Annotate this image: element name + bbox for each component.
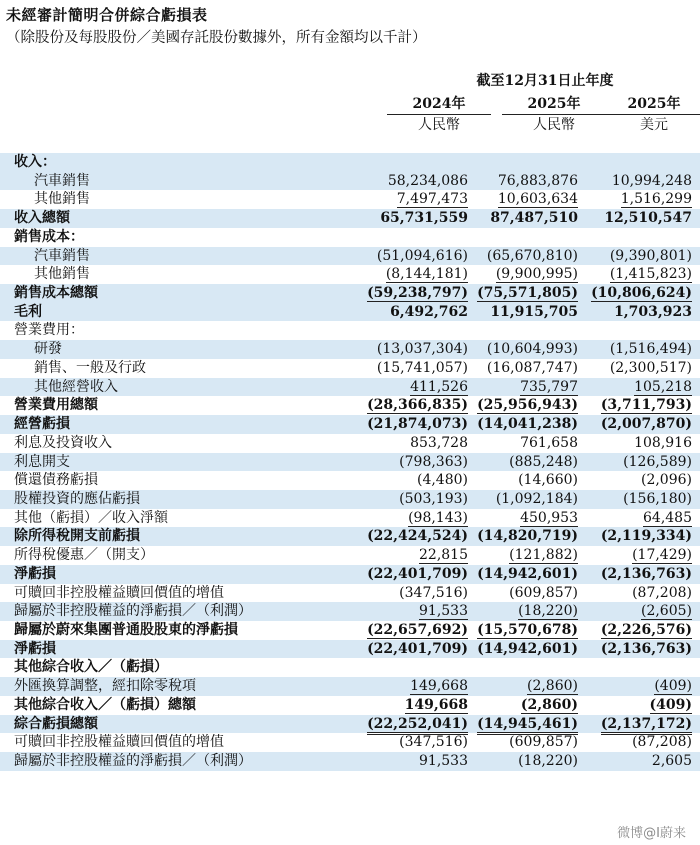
row-value-2025-rmb: 76,883,876 [497,172,578,189]
row-value-2025-rmb: 11,915,705 [490,303,578,320]
row-value-2024-rmb: (798,363) [399,453,468,470]
row-value-2025-rmb: (18,220) [518,753,578,769]
row-value-2024-rmb: (22,401,709) [367,565,468,582]
row-value-2024-rmb: 58,234,086 [387,172,468,189]
row-value-2025-rmb: (75,571,805) [477,285,578,302]
row-label: 其他經營收入 [34,378,118,395]
row-value-2024-rmb: (503,193) [399,490,468,507]
row-value-2025-rmb: (16,087,747) [486,359,578,376]
row-value-2025-rmb: 450,953 [520,509,578,526]
row-value-2025-usd: (2,007,870) [600,416,692,433]
row-label: 可贖回非控股權益贖回價值的增值 [14,584,224,601]
column-year: 2024年 [387,94,491,115]
row-value-2025-rmb: (14,945,461) [477,716,578,735]
table-row [0,602,700,621]
table-row [0,715,700,734]
table-row [0,509,700,528]
row-value-2025-usd: (126,589) [623,453,692,470]
row-value-2025-rmb: (1,092,184) [495,490,578,507]
row-value-2024-rmb: (15,741,057) [376,359,468,376]
row-value-2025-usd: 105,218 [634,378,692,395]
row-value-2025-usd: (87,208) [632,584,692,601]
table-row [0,696,700,715]
row-value-2025-usd: 108,916 [634,434,692,451]
row-value-2025-usd: (1,516,494) [609,341,692,358]
row-value-2025-rmb: 761,658 [520,434,578,451]
table-row [0,153,700,172]
table-row [0,209,700,228]
row-value-2024-rmb: 149,668 [410,678,468,695]
column-currency: 美元 [640,117,668,133]
table-row [0,190,700,209]
row-value-2024-rmb: 411,526 [410,378,468,395]
row-value-2024-rmb: 91,533 [419,753,468,769]
table-row [0,247,700,266]
column-currency: 人民幣 [418,117,460,133]
row-value-2025-usd: 1,516,299 [620,191,692,208]
period-header: 截至12月31日止年度 [476,73,614,89]
row-label: 收入： [14,154,56,170]
row-value-2025-rmb: (14,942,601) [477,565,578,582]
row-value-2025-rmb: (18,220) [518,603,578,620]
row-value-2025-rmb: (14,660) [518,472,578,489]
table-row [0,321,700,340]
statement-table [0,153,700,771]
row-value-2025-rmb: 87,487,510 [490,210,578,227]
table-row [0,434,700,453]
row-value-2025-rmb: (10,604,993) [486,341,578,358]
row-value-2025-usd: (17,429) [632,547,692,564]
row-label: 淨虧損 [14,640,56,657]
row-value-2024-rmb: (21,874,073) [367,416,468,433]
row-label: 其他銷售 [34,266,90,283]
row-label: 股權投資的應佔虧損 [14,490,140,507]
column-header-2024-rmb [383,94,495,135]
table-row [0,621,700,640]
row-value-2025-usd: 12,510,547 [604,210,692,227]
column-header-2025-rmb [498,94,610,135]
row-label: 歸屬於蔚來集團普通股股東的淨虧損 [14,621,238,638]
column-year: 2025年 [502,94,606,115]
row-value-2025-usd: 64,485 [643,509,692,526]
table-row [0,228,700,247]
row-value-2025-rmb: (65,670,810) [486,247,578,264]
row-value-2024-rmb: (13,037,304) [376,341,468,358]
row-label: 利息及投資收入 [14,434,112,451]
statement-subtitle: （除股份及每股股份／美國存託股份數據外，所有金額均以千計） [6,30,427,46]
row-value-2025-usd: (2,300,517) [609,359,692,376]
row-label: 汽車銷售 [34,172,90,189]
row-value-2025-usd: (2,119,334) [600,528,692,545]
row-value-2025-rmb: 10,603,634 [497,191,578,208]
row-value-2024-rmb: (59,238,797) [367,285,468,302]
row-value-2025-rmb: (9,900,995) [495,266,578,283]
row-value-2024-rmb: (347,516) [399,734,468,751]
row-value-2024-rmb: (8,144,181) [385,266,468,283]
row-label: 毛利 [14,303,42,320]
row-value-2025-rmb: (15,570,678) [477,622,578,641]
row-value-2024-rmb: 853,728 [410,434,468,451]
row-value-2024-rmb: (22,252,041) [367,716,468,735]
row-value-2025-usd: (2,605) [640,603,692,620]
row-label: 可贖回非控股權益贖回價值的增值 [14,734,224,751]
row-label: 其他綜合收入／（虧損） [14,659,168,676]
row-value-2024-rmb: 22,815 [419,547,468,564]
table-row [0,284,700,303]
row-value-2025-rmb: (2,860) [520,696,578,713]
row-value-2024-rmb: 6,492,762 [390,303,468,320]
row-value-2025-usd: 1,703,923 [614,303,692,320]
table-row [0,471,700,490]
row-value-2024-rmb: 149,668 [404,696,468,713]
row-value-2025-rmb: (25,956,943) [477,397,578,414]
row-label: 償還債務虧損 [14,472,98,489]
row-label: 銷售、一般及行政 [34,359,146,376]
row-value-2025-usd: (2,136,763) [600,565,692,582]
statement-title: 未經審計簡明合併綜合虧損表 [6,6,208,24]
row-value-2024-rmb: (22,401,709) [367,640,468,657]
row-value-2024-rmb: 91,533 [419,603,468,620]
row-value-2025-rmb: (609,857) [509,584,578,601]
table-row [0,415,700,434]
row-value-2025-rmb: (609,857) [509,734,578,751]
table-row [0,565,700,584]
table-row [0,733,700,752]
row-value-2025-usd: (2,136,763) [600,640,692,657]
column-currency: 人民幣 [533,117,575,133]
table-row [0,172,700,191]
row-value-2025-usd: (9,390,801) [609,247,692,264]
row-value-2025-usd: 10,994,248 [611,172,692,189]
row-value-2024-rmb: (28,366,835) [367,397,468,414]
table-row [0,658,700,677]
row-label: 營業費用總額 [14,397,98,414]
table-row [0,546,700,565]
row-label: 經營虧損 [14,416,70,433]
row-value-2025-rmb: (14,820,719) [477,528,578,545]
row-label: 歸屬於非控股權益的淨虧損／（利潤） [14,603,252,620]
weibo-watermark: 微博@I蔚来 [617,826,686,841]
row-label: 淨虧損 [14,565,56,582]
row-label: 銷售成本總額 [14,285,98,302]
column-header-2025-usd [598,94,700,135]
row-value-2025-usd: (1,415,823) [609,266,692,283]
row-value-2024-rmb: (4,480) [416,472,468,489]
row-label: 銷售成本： [14,228,84,245]
table-row [0,640,700,659]
row-label: 歸屬於非控股權益的淨虧損／（利潤） [14,753,252,769]
row-value-2025-rmb: (2,860) [526,678,578,695]
column-year: 2025年 [602,94,700,115]
row-value-2025-usd: (10,806,624) [591,285,692,302]
row-value-2025-rmb: (121,882) [509,547,578,564]
row-value-2024-rmb: (51,094,616) [376,247,468,264]
row-value-2025-usd: (87,208) [632,734,692,751]
row-label: 所得稅優惠／（開支） [14,547,154,564]
row-value-2025-usd: 2,605 [651,753,692,769]
table-row [0,527,700,546]
table-row [0,490,700,509]
table-row [0,453,700,472]
column-headers [0,94,700,138]
row-value-2025-usd: (3,711,793) [600,397,692,414]
table-row [0,396,700,415]
row-value-2025-rmb: (14,942,601) [477,640,578,657]
table-row [0,677,700,696]
row-value-2024-rmb: (98,143) [408,509,468,526]
table-row [0,752,700,771]
row-label: 其他綜合收入／（虧損）總額 [14,696,196,713]
row-value-2025-rmb: (885,248) [509,453,578,470]
row-value-2024-rmb: (22,424,524) [367,528,468,545]
table-row [0,303,700,322]
row-value-2024-rmb: (347,516) [399,584,468,601]
row-label: 營業費用： [14,322,84,339]
row-label: 利息開支 [14,453,70,470]
row-value-2025-usd: (409) [654,678,692,695]
row-value-2025-rmb: (14,041,238) [477,416,578,433]
table-row [0,359,700,378]
table-row [0,340,700,359]
row-label: 外匯換算調整，經扣除零稅項 [14,678,196,695]
row-label: 收入總額 [14,210,70,227]
row-label: 研發 [34,341,62,358]
row-value-2024-rmb: (22,657,692) [367,622,468,641]
row-value-2025-usd: (156,180) [623,490,692,507]
row-value-2025-usd: (2,226,576) [601,622,692,641]
table-row [0,265,700,284]
row-value-2025-rmb: 735,797 [520,378,578,395]
row-label: 除所得稅開支前虧損 [14,528,140,545]
row-label: 汽車銷售 [34,247,90,264]
row-value-2025-usd: (2,096) [640,472,692,489]
table-row [0,378,700,397]
table-row [0,584,700,603]
row-label: 其他（虧損）／收入淨額 [14,509,168,526]
row-value-2024-rmb: 7,497,473 [396,191,468,208]
row-value-2025-usd: (409) [649,696,692,713]
row-value-2024-rmb: 65,731,559 [380,210,468,227]
row-label: 綜合虧損總額 [14,715,98,732]
row-label: 其他銷售 [34,191,90,208]
row-value-2025-usd: (2,137,172) [601,716,692,735]
